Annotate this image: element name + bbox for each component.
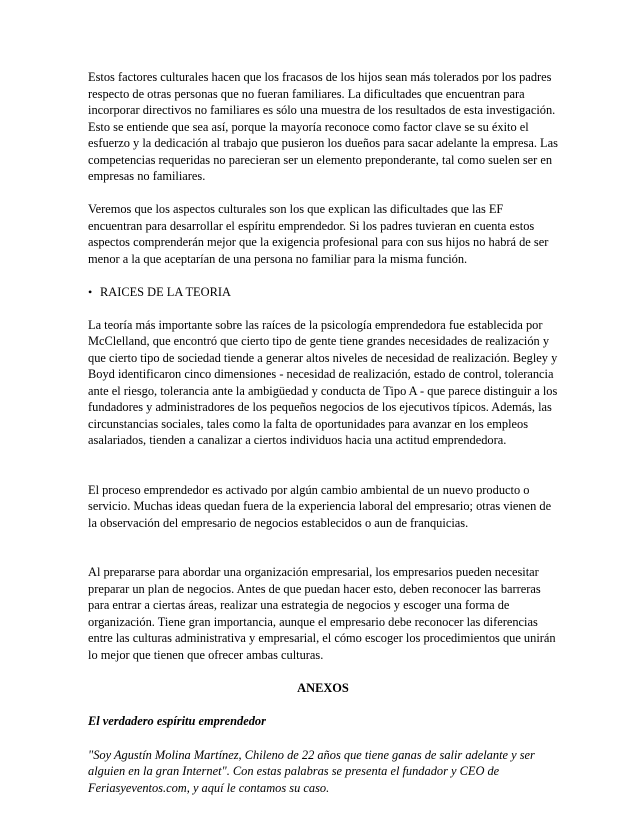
- paragraph-business-plan: Al prepararse para abordar una organización empresarial, los empresarios pueden necesitar preparar un plan de negocios. Antes de que puedan hacer esto, deben reconocer las barreras para entrar a ciertas áreas, realizar una estrategia de negocios y escoger una forma de organización. Tiene gran importancia, aunque el empresario debe reconocer las diferencias entre las culturas administrativa y empresarial, el cómo escoger los procedimientos que unirán lo mejor que tienen que ofrecer ambas culturas.: [88, 565, 556, 662]
- paragraph-cultural-aspects: Veremos que los aspectos culturales son los que explican las dificultades que las EF encuentran para desarrollar el espíritu emprendedor. Si los padres tuvieran en cuenta estos aspectos comprenderán mejor que la exigencia profesional para con sus hijos no habrá de ser menor a la que aceptarían de una persona no familiar para la misma función.: [88, 202, 549, 266]
- annex-quote: "Soy Agustín Molina Martínez, Chileno de 22 años que tiene ganas de salir adelante y ser alguien en la gran Internet". Con estas palabras se presenta el fundador y CEO de Feriasyeventos.com, y aquí le contamos su caso.: [88, 747, 535, 795]
- document-page: [88, 69, 558, 796]
- bullet-item-theory-roots: [88, 284, 558, 301]
- annex-heading: ANEXOS: [297, 680, 349, 695]
- paragraph-cultural-factors: Estos factores culturales hacen que los fracasos de los hijos sean más tolerados por los padres respecto de otras personas que no fueran familiares. La dificultades que encuentran para incorporar directivos no familiares es sólo una muestra de los resultados de esta investigación. Esto se entiende que sea así, porque la mayoría reconoce como factor clave se su éxito el esfuerzo y la dedicación al trabajo que pusieron los dueños para sacar adelante la empresa. Las competencias requeridas no parecieran ser un elemento preponderante, tal como suelen ser en empresas no familiares.: [88, 70, 558, 183]
- annex-subtitle: El verdadero espíritu emprendedor: [88, 714, 266, 728]
- paragraph-entrepreneurial-process: El proceso emprendedor es activado por algún cambio ambiental de un nuevo producto o servicio. Muchas ideas quedan fuera de la experiencia laboral del empresario; otras vienen de la observación del empresario de negocios establecidos o aun de franquicias.: [88, 482, 552, 530]
- bullet-dot-icon: •: [88, 284, 93, 299]
- paragraph-mcclelland-theory: La teoría más importante sobre las raíces de la psicología emprendedora fue establecida por McClelland, que encontró que cierto tipo de gente tiene grandes necesidades de realización y que cierto tipo de sociedad tiende a generar altos niveles de necesidad de realización. Begley y Boyd identificaron cinco dimensiones - necesidad de realización, estado de control, tolerancia ante el riesgo, tolerancia ante la ambigüedad y conducta de Tipo A - que parece distinguir a los fundadores y administradores de los pequeños negocios de los ejecutivos típicos. Además, las circunstancias sociales, tales como la falta de oportunidades para avanzar en los empleos asalariados, tienden a canalizar a ciertos individuos hacia una actitud emprendedora.: [88, 317, 558, 447]
- bullet-label: RAICES DE LA TEORIA: [100, 284, 231, 299]
